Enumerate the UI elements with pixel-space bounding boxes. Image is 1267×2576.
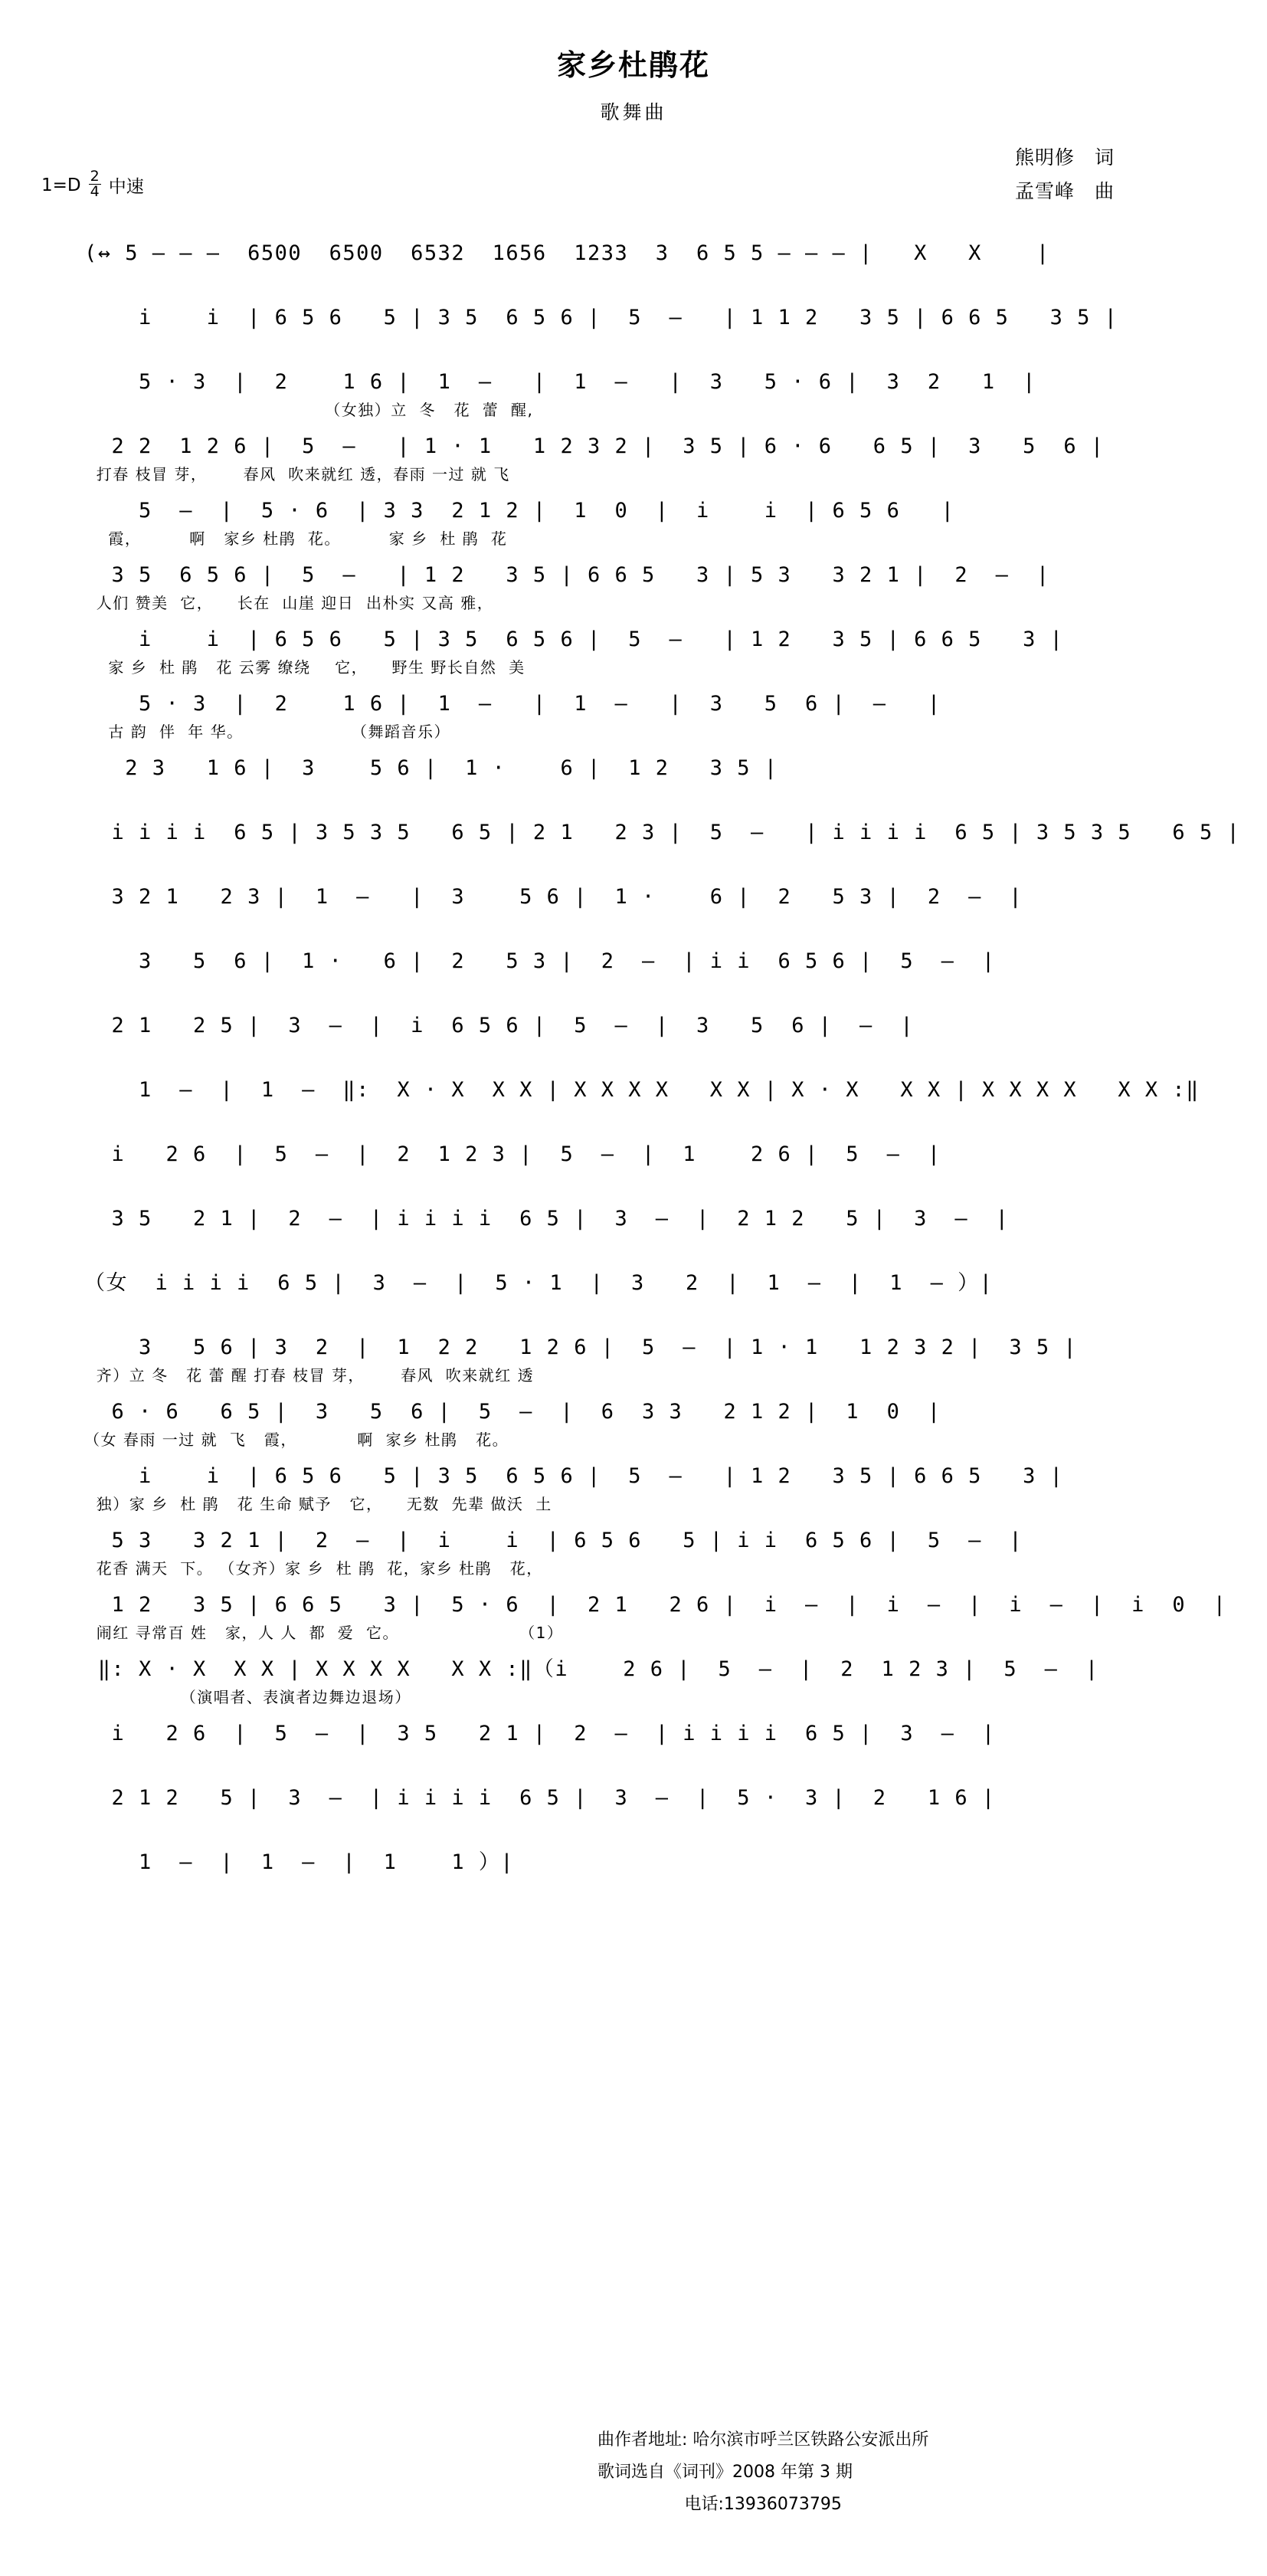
staff-notes (0, 234, 1267, 274)
page-subtitle: 歌舞曲 (600, 101, 667, 123)
staff-notes (0, 1264, 1267, 1304)
staff-line (0, 299, 1267, 363)
staff-lyrics (0, 1621, 1267, 1647)
composer-role: 曲 (1094, 180, 1114, 202)
staff-line (0, 1393, 1267, 1457)
staff-notes (0, 1393, 1267, 1433)
staff-line (0, 556, 1267, 621)
sheet-music-page (0, 41, 1267, 2576)
staff-lyrics (0, 1235, 1267, 1261)
note-row: 3 5 6 5 6 | 5 — | 1 2 3 5 | 6 6 5 3 | 5 3 3 2 1 | 2 — | (84, 563, 1050, 587)
note-row: 2 2 1 2 6 | 5 — | 1 · 1 1 2 3 2 | 3 5 | 6 · 6 6 5 | 3 5 6 | (84, 434, 1105, 458)
staff-line (0, 363, 1267, 428)
note-row: 5 · 3 | 2 1 6 | 1 — | 1 — | 3 5 · 6 | 3 2 1 | (84, 370, 1036, 394)
note-row: i i | 6 5 6 5 | 3 5 6 5 6 | 5 — | 1 2 3 5 | 6 6 5 3 | (84, 1464, 1064, 1488)
lyric-row: 家 乡 杜 鹃 花 云雾 缭绕 它， 野生 野长自然 美 (84, 658, 525, 677)
staff-line (0, 1457, 1267, 1522)
lyric-row: 人们 赞美 它， 长在 山崖 迎日 出朴实 又高 雅， (84, 594, 494, 612)
note-row: 5 — | 5 · 6 | 3 3 2 1 2 | 1 0 | i i | 6 5 6 | (84, 499, 955, 523)
tempo-label: 中速 (108, 177, 144, 197)
staff-line (0, 942, 1267, 1007)
staff-notes (0, 621, 1267, 660)
lyric-row: （女独）立 冬 花 蕾 醒, (84, 401, 534, 419)
staff-lyrics (0, 913, 1267, 939)
staff-line (0, 428, 1267, 492)
time-signature (89, 169, 101, 199)
lyric-row: 独）家 乡 杜 鹃 花 生命 赋予 它， 无数 先辈 做沃 土 (84, 1495, 552, 1513)
lyric-row: 花香 满天 下。 （女齐）家 乡 杜 鹃 花，家乡 杜鹃 花， (84, 1559, 543, 1578)
staff-lyrics (0, 463, 1267, 489)
note-row: 1 — | 1 — ‖: X · X X X | X X X X X X | X · X X X | X X X X X X :‖ (84, 1078, 1200, 1102)
staff-lyrics (0, 1428, 1267, 1454)
staff-lyrics (0, 527, 1267, 553)
staff-line (0, 1007, 1267, 1071)
composer-row (1015, 175, 1114, 208)
staff-lyrics (0, 270, 1267, 296)
note-row: 1 — | 1 — | 1 1 ）| (84, 1850, 515, 1874)
lyric-row: 古 韵 伴 年 华。 （舞蹈音乐） (84, 723, 451, 741)
staff-notes (0, 1007, 1267, 1047)
staff-notes (0, 1329, 1267, 1368)
staff-lyrics (0, 1493, 1267, 1519)
staff-notes (0, 492, 1267, 532)
staff-lyrics (0, 1814, 1267, 1840)
lyric-row: 齐）立 冬 花 蕾 醒 打春 枝冒 芽， 春风 吹来就红 透 (84, 1366, 535, 1385)
staff-lyrics (0, 785, 1267, 811)
staff-notes (0, 1200, 1267, 1240)
staff-lyrics (0, 1171, 1267, 1197)
staff-notes (0, 1136, 1267, 1175)
key-label: 1=D (41, 175, 81, 195)
staff-notes (0, 1779, 1267, 1819)
staff-line (0, 1522, 1267, 1586)
staff-line (0, 1844, 1267, 1908)
composer-name: 孟雪峰 (1014, 180, 1075, 202)
note-row: 1 2 3 5 | 6 6 5 3 | 5 · 6 | 2 1 2 6 | i — | i — | i — | i 0 | (84, 1593, 1227, 1617)
staff-line (0, 492, 1267, 556)
staff-lyrics (0, 720, 1267, 746)
staff-notes (0, 749, 1267, 789)
staff-lyrics (0, 656, 1267, 682)
staff-line (0, 1650, 1267, 1715)
staff-lyrics (0, 849, 1267, 875)
note-row: (↔ 5 — — — 6500 6500 6532 1656 1233 3 6 5 5 — — — | X X | (84, 241, 1050, 265)
note-row: 2 1 2 5 | 3 — | i i i i 6 5 | 3 — | 5 · 3 | 2 1 6 | (84, 1786, 996, 1810)
staff-notes (0, 299, 1267, 339)
staff-line (0, 621, 1267, 685)
staff-notes (0, 814, 1267, 854)
staff-notes (0, 1457, 1267, 1497)
lyric-row: 霞， 啊 家乡 杜鹃 花。 家 乡 杜 鹃 花 (84, 529, 508, 548)
staff-notes (0, 363, 1267, 403)
staff-line (0, 1586, 1267, 1650)
note-row: （女 i i i i 6 5 | 3 — | 5 · 1 | 3 2 | 1 — | 1 — ）| (84, 1271, 994, 1295)
staff-line (0, 234, 1267, 299)
note-row: 2 3 1 6 | 3 5 6 | 1 · 6 | 1 2 3 5 | (84, 756, 778, 780)
staff-line (0, 1071, 1267, 1136)
note-row: 3 2 1 2 3 | 1 — | 3 5 6 | 1 · 6 | 2 5 3 | 2 — | (84, 885, 1023, 909)
note-row: i 2 6 | 5 — | 2 1 2 3 | 5 — | 1 2 6 | 5 — | (84, 1142, 941, 1166)
note-row: 5 3 3 2 1 | 2 — | i i | 6 5 6 5 | i i 6 5 6 | 5 — | (84, 1529, 1023, 1552)
time-signature-numerator: 2 (90, 168, 100, 185)
time-signature-denominator: 4 (90, 183, 100, 200)
staff-notes (0, 428, 1267, 467)
staff-line (0, 814, 1267, 878)
lyric-row: （女 春雨 一过 就 飞 霞， 啊 家乡 杜鹃 花。 (84, 1431, 509, 1449)
note-row: i i | 6 5 6 5 | 3 5 6 5 6 | 5 — | 1 1 2 3 5 | 6 6 5 3 5 | (84, 306, 1118, 329)
staff-line (0, 1264, 1267, 1329)
staff-line (0, 1329, 1267, 1393)
staff-notes (0, 685, 1267, 725)
staff-notes (0, 1715, 1267, 1755)
music-staff-area (0, 234, 1267, 1908)
footer-address: 曲作者地址: 哈尔滨市呼兰区铁路公安派出所 (597, 2430, 929, 2450)
staff-line (0, 878, 1267, 942)
credits-block (1015, 141, 1114, 208)
page-title: 家乡杜鹃花 (556, 48, 710, 82)
note-row: 6 · 6 6 5 | 3 5 6 | 5 — | 6 3 3 2 1 2 | 1 0 | (84, 1400, 941, 1424)
note-row: 2 1 2 5 | 3 — | i 6 5 6 | 5 — | 3 5 6 | — | (84, 1014, 915, 1037)
lyricist-row (1015, 141, 1114, 175)
footer-block (597, 2424, 928, 2521)
staff-lyrics (0, 1042, 1267, 1068)
staff-lyrics (0, 334, 1267, 360)
staff-notes (0, 556, 1267, 596)
note-row: i 2 6 | 5 — | 3 5 2 1 | 2 — | i i i i 6 5 | 3 — | (84, 1722, 996, 1745)
lyricist-role: 词 (1094, 146, 1114, 169)
staff-lyrics (0, 592, 1267, 618)
staff-line (0, 1715, 1267, 1779)
staff-notes (0, 942, 1267, 982)
lyric-row: 闹红 寻常百 姓 家，人 人 都 爱 它。 （1） (84, 1624, 564, 1642)
key-signature-line (41, 170, 144, 200)
staff-line (0, 1779, 1267, 1844)
note-row: 5 · 3 | 2 1 6 | 1 — | 1 — | 3 5 6 | — | (84, 692, 941, 716)
footer-phone: 电话:13936073795 (684, 2495, 842, 2514)
note-row: 3 5 2 1 | 2 — | i i i i 6 5 | 3 — | 2 1 2 5 | 3 — | (84, 1207, 1010, 1231)
staff-lyrics (0, 398, 1267, 424)
staff-lyrics (0, 1106, 1267, 1132)
staff-line (0, 749, 1267, 814)
staff-notes (0, 1522, 1267, 1562)
staff-lyrics (0, 1879, 1267, 1905)
staff-lyrics (0, 1557, 1267, 1583)
note-row: i i i i 6 5 | 3 5 3 5 6 5 | 2 1 2 3 | 5 — | i i i i 6 5 | 3 5 3 5 6 5 | (84, 821, 1241, 844)
staff-line (0, 1136, 1267, 1200)
note-row: ‖: X · X X X | X X X X X X :‖（i 2 6 | 5 — | 2 1 2 3 | 5 — | (84, 1657, 1099, 1681)
staff-notes (0, 1586, 1267, 1626)
lyric-row: 打春 枝冒 芽， 春风 吹来就红 透，春雨 一过 就 飞 (84, 465, 510, 483)
staff-line (0, 1200, 1267, 1264)
staff-notes (0, 878, 1267, 918)
staff-lyrics (0, 978, 1267, 1004)
staff-notes (0, 1844, 1267, 1883)
staff-lyrics (0, 1299, 1267, 1326)
note-row: 3 5 6 | 3 2 | 1 2 2 1 2 6 | 5 — | 1 · 1 1 2 3 2 | 3 5 | (84, 1336, 1078, 1359)
lyric-row: （演唱者、表演者边舞边退场） (84, 1688, 411, 1706)
staff-lyrics (0, 1750, 1267, 1776)
staff-lyrics (0, 1364, 1267, 1390)
staff-notes (0, 1650, 1267, 1690)
note-row: i i | 6 5 6 5 | 3 5 6 5 6 | 5 — | 1 2 3 5 | 6 6 5 3 | (84, 628, 1064, 651)
staff-lyrics (0, 1686, 1267, 1712)
lyricist-name: 熊明修 (1014, 146, 1075, 169)
staff-notes (0, 1071, 1267, 1111)
note-row: 3 5 6 | 1 · 6 | 2 5 3 | 2 — | i i 6 5 6 | 5 — | (84, 949, 996, 973)
staff-line (0, 685, 1267, 749)
footer-source: 歌词选自《词刊》2008 年第 3 期 (597, 2463, 853, 2482)
